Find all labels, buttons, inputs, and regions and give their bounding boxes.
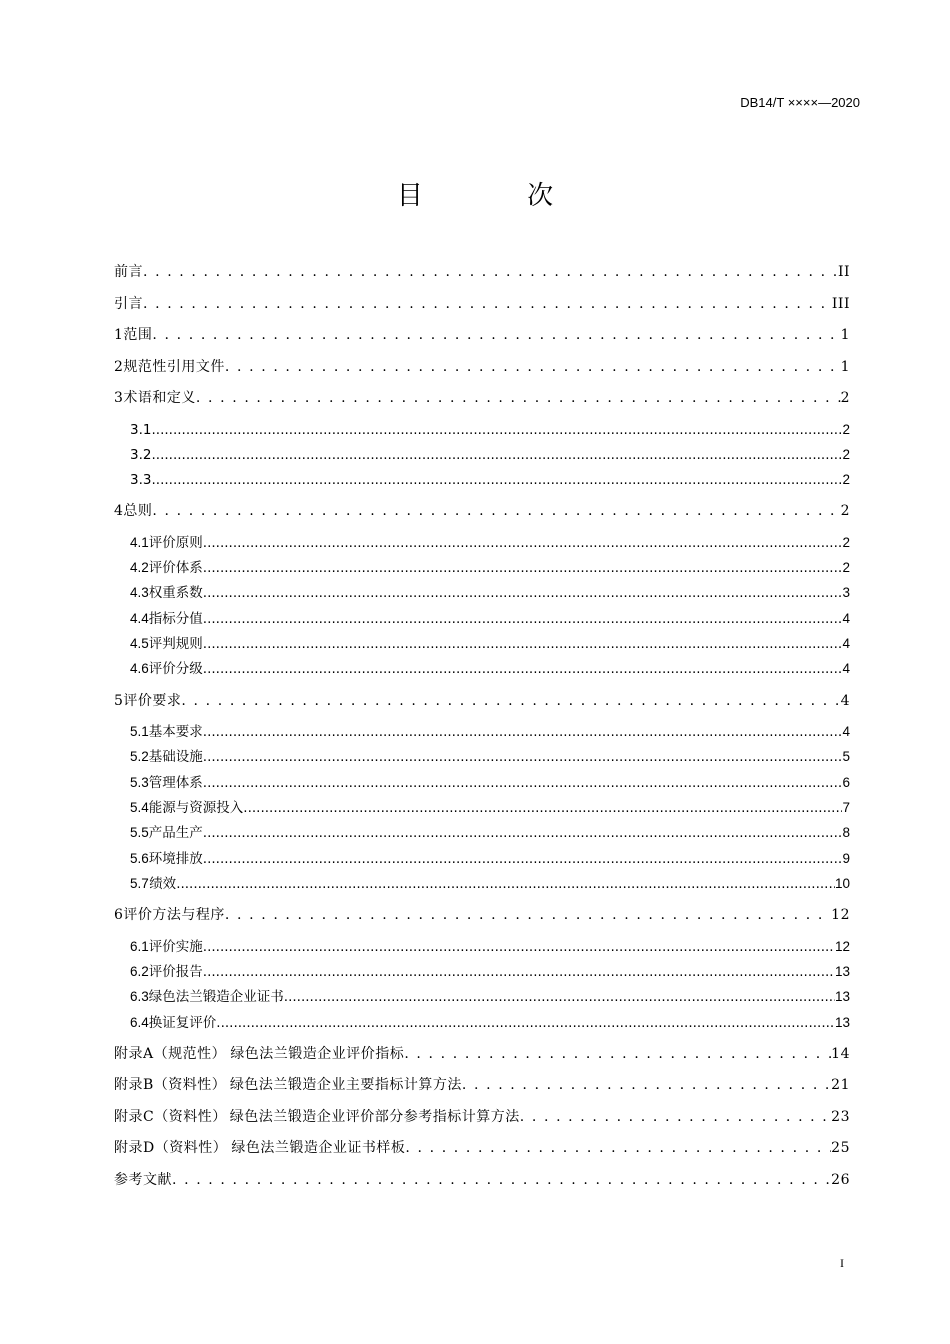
toc-page: 12 — [831, 907, 850, 924]
toc-entry-section-6[interactable] — [114, 900, 850, 932]
toc-page: 21 — [831, 1077, 850, 1094]
toc-label: 指标分值 — [148, 610, 203, 627]
dot-leader — [151, 468, 842, 492]
toc-entry-appendix-a[interactable] — [114, 1039, 850, 1071]
toc-label: 绿色法兰锻造企业评价指标 — [230, 1045, 405, 1062]
toc-page: 23 — [831, 1108, 850, 1125]
toc-appendix-prefix: 附录A（规范性） — [114, 1045, 227, 1062]
dot-leader — [225, 900, 831, 932]
toc-page: 9 — [842, 850, 850, 866]
toc-entry-introduction[interactable] — [114, 289, 850, 321]
toc-label: 基本要求 — [148, 724, 203, 741]
toc-entry-3-2[interactable] — [114, 442, 850, 467]
toc-number: 5.2 — [130, 749, 149, 765]
toc-number: 5 — [114, 692, 124, 709]
toc-label: 绿色法兰锻造企业证书样板 — [231, 1140, 406, 1157]
toc-page: II — [837, 264, 850, 280]
toc-page: 6 — [842, 774, 850, 790]
toc-number: 4.1 — [130, 534, 149, 550]
dot-leader — [203, 847, 843, 871]
toc-number: 3.3 — [130, 472, 152, 489]
toc-label: 评判规则 — [148, 636, 203, 653]
dot-leader — [196, 383, 841, 415]
toc-page: 2 — [842, 472, 850, 488]
dot-leader — [151, 418, 842, 442]
toc-number: 5.7 — [130, 875, 149, 891]
toc-page: 26 — [831, 1171, 850, 1188]
toc-number: 4.6 — [130, 661, 149, 677]
toc-entry-5-7[interactable] — [114, 871, 850, 896]
dot-leader — [405, 1133, 831, 1165]
table-of-contents — [114, 257, 850, 1196]
toc-entry-5-3[interactable] — [114, 770, 850, 795]
toc-label: 评价分级 — [148, 661, 203, 678]
toc-label: 绩效 — [149, 875, 177, 892]
toc-label: 评价要求 — [123, 692, 182, 709]
toc-entry-4-5[interactable] — [114, 631, 850, 656]
toc-number: 5.4 — [130, 800, 149, 816]
dot-leader — [203, 556, 843, 580]
toc-page: 10 — [834, 875, 850, 891]
toc-entry-3-3[interactable] — [114, 467, 850, 492]
toc-label: 产品生产 — [148, 825, 203, 842]
toc-label: 评价原则 — [148, 534, 203, 551]
toc-label: 绿色法兰锻造企业证书 — [148, 989, 284, 1006]
toc-entry-4-2[interactable] — [114, 555, 850, 580]
toc-entry-section-2[interactable] — [114, 352, 850, 384]
dot-leader — [176, 872, 835, 896]
page-number: I — [840, 1256, 844, 1270]
toc-number: 4.4 — [130, 610, 149, 626]
dot-leader — [203, 632, 843, 656]
toc-entry-6-3[interactable] — [114, 984, 850, 1009]
toc-label: 评价报告 — [148, 964, 203, 981]
toc-page: 3 — [842, 585, 850, 601]
dot-leader — [152, 320, 840, 352]
toc-entry-5-5[interactable] — [114, 820, 850, 845]
toc-label: 环境排放 — [148, 850, 203, 867]
toc-label: 绿色法兰锻造企业评价部分参考指标计算方法 — [229, 1108, 520, 1125]
dot-leader — [203, 607, 843, 631]
toc-label: 总则 — [123, 503, 153, 520]
toc-entry-4-6[interactable] — [114, 656, 850, 681]
toc-entry-foreword[interactable] — [114, 257, 850, 289]
toc-page: 12 — [834, 938, 850, 954]
toc-page: 2 — [842, 446, 850, 462]
dot-leader — [203, 960, 835, 984]
toc-page: 2 — [840, 390, 850, 406]
toc-entry-section-4[interactable] — [114, 496, 850, 528]
toc-number: 4.5 — [130, 636, 149, 652]
toc-appendix-prefix: 附录C（资料性） — [114, 1108, 227, 1125]
toc-label: 参考文献 — [114, 1171, 172, 1188]
toc-entry-4-4[interactable] — [114, 606, 850, 631]
toc-entry-appendix-b[interactable] — [114, 1070, 850, 1102]
toc-label: 换证复评价 — [148, 1014, 217, 1031]
toc-entry-appendix-d[interactable] — [114, 1133, 850, 1165]
toc-number: 6.2 — [130, 964, 149, 980]
dot-leader — [243, 796, 842, 820]
dot-leader — [181, 686, 840, 718]
toc-label: 前言 — [114, 264, 143, 280]
toc-number: 6.4 — [130, 1014, 149, 1030]
toc-entry-section-1[interactable] — [114, 320, 850, 352]
toc-entry-4-3[interactable] — [114, 580, 850, 605]
dot-leader — [203, 581, 843, 605]
toc-page: 4 — [842, 724, 850, 740]
toc-entry-6-2[interactable] — [114, 959, 850, 984]
toc-entry-appendix-c[interactable] — [114, 1102, 850, 1134]
toc-number: 4 — [114, 503, 124, 520]
toc-page: 4 — [842, 610, 850, 626]
toc-entry-5-6[interactable] — [114, 846, 850, 871]
toc-page: 4 — [840, 692, 850, 709]
dot-leader — [404, 1039, 831, 1071]
toc-page: 14 — [831, 1045, 850, 1062]
toc-page: 13 — [834, 964, 850, 980]
toc-page: III — [831, 295, 850, 312]
toc-page: 2 — [842, 560, 850, 576]
toc-entry-4-1[interactable] — [114, 530, 850, 555]
toc-number: 4.2 — [130, 560, 149, 576]
dot-leader — [203, 935, 835, 959]
toc-label: 能源与资源投入 — [148, 800, 244, 817]
toc-entry-references[interactable] — [114, 1165, 850, 1197]
dot-leader — [151, 443, 842, 467]
page-title: 目 次 — [396, 181, 602, 211]
toc-entry-5-1[interactable] — [114, 719, 850, 744]
toc-label: 规范性引用文件 — [123, 358, 225, 375]
dot-leader — [225, 352, 841, 384]
dot-leader — [203, 821, 843, 845]
toc-label: 评价方法与程序 — [123, 907, 225, 924]
toc-label: 评价实施 — [148, 938, 203, 955]
toc-label: 范围 — [123, 327, 153, 343]
toc-number: 4.3 — [130, 585, 149, 601]
toc-entry-5-4[interactable] — [114, 795, 850, 820]
dot-leader — [203, 771, 843, 795]
toc-label: 权重系数 — [148, 585, 203, 602]
dot-leader — [143, 289, 832, 321]
dot-leader — [284, 985, 835, 1009]
toc-number: 5.5 — [130, 825, 149, 841]
dot-leader — [462, 1070, 831, 1102]
dot-leader — [203, 720, 843, 744]
dot-leader — [203, 745, 843, 769]
toc-page: 1 — [840, 327, 850, 343]
dot-leader — [143, 257, 838, 289]
toc-page: 4 — [842, 661, 850, 677]
toc-page: 13 — [834, 1014, 850, 1030]
toc-number: 3 — [114, 390, 124, 406]
toc-label: 引言 — [114, 295, 143, 312]
toc-entry-section-5[interactable] — [114, 686, 850, 718]
toc-page: 2 — [842, 421, 850, 437]
dot-leader — [520, 1102, 831, 1134]
toc-entry-section-3[interactable] — [114, 383, 850, 415]
toc-page: 8 — [842, 825, 850, 841]
dot-leader — [203, 657, 843, 681]
toc-number: 3.1 — [130, 421, 152, 438]
toc-number: 6 — [114, 907, 124, 924]
document-code: DB14/T ××××—2020 — [740, 95, 860, 110]
toc-number: 1 — [114, 327, 124, 343]
toc-page: 1 — [840, 358, 850, 375]
toc-appendix-prefix: 附录B（资料性） — [114, 1077, 227, 1094]
toc-number: 5.6 — [130, 850, 149, 866]
dot-leader — [203, 531, 843, 555]
toc-page: 7 — [842, 800, 850, 816]
toc-label: 管理体系 — [148, 774, 203, 791]
dot-leader — [216, 1011, 835, 1035]
toc-number: 2 — [114, 358, 124, 375]
toc-number: 6.1 — [130, 938, 149, 954]
toc-page: 13 — [834, 989, 850, 1005]
toc-page: 4 — [842, 636, 850, 652]
toc-number: 3.2 — [130, 446, 152, 463]
toc-page: 5 — [842, 749, 850, 765]
toc-entry-6-1[interactable] — [114, 934, 850, 959]
toc-appendix-prefix: 附录D（资料性） — [114, 1140, 228, 1157]
toc-entry-6-4[interactable] — [114, 1010, 850, 1035]
toc-number: 6.3 — [130, 989, 149, 1005]
toc-number: 5.3 — [130, 774, 149, 790]
toc-number: 5.1 — [130, 724, 149, 740]
toc-entry-5-2[interactable] — [114, 744, 850, 769]
toc-label: 评价体系 — [148, 560, 203, 577]
toc-label: 术语和定义 — [123, 390, 196, 406]
dot-leader — [172, 1165, 831, 1197]
toc-entry-3-1[interactable] — [114, 417, 850, 442]
toc-page: 25 — [831, 1140, 850, 1157]
toc-label: 基础设施 — [148, 749, 203, 766]
dot-leader — [152, 496, 840, 528]
toc-label: 绿色法兰锻造企业主要指标计算方法 — [229, 1077, 462, 1094]
toc-page: 2 — [840, 503, 850, 520]
toc-page: 2 — [842, 534, 850, 550]
